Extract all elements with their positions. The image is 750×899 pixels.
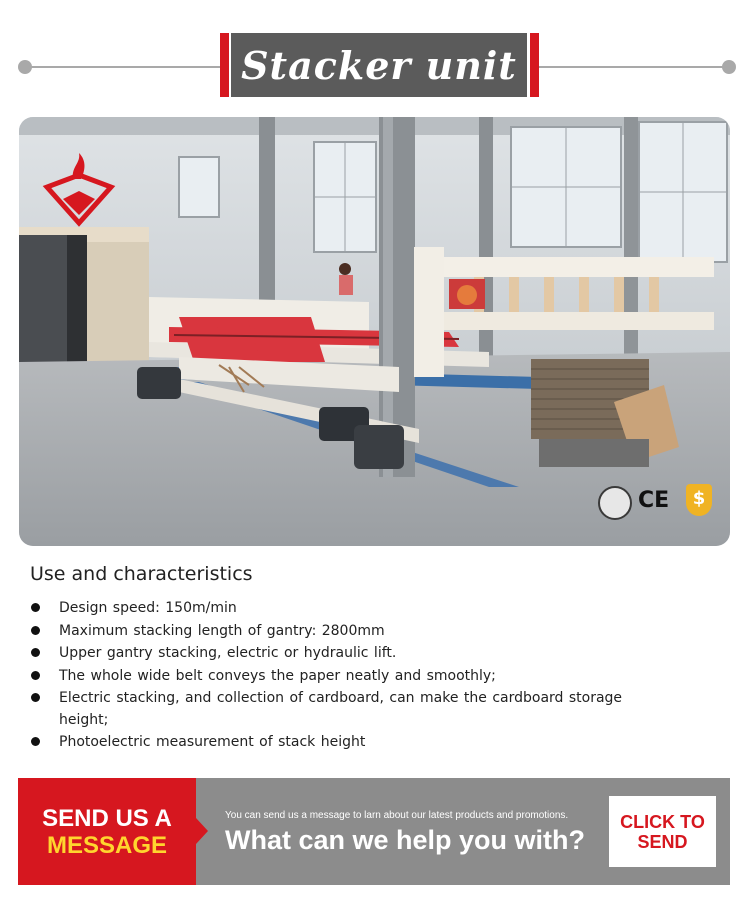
bureau-veritas-seal-icon	[598, 486, 632, 520]
click-to-send-button[interactable]	[609, 796, 716, 867]
shield-dollar-icon: $	[686, 484, 712, 516]
title-divider-left	[25, 66, 220, 68]
page-title: Stacker unit	[241, 42, 517, 88]
bullet-icon	[31, 693, 40, 702]
button-label-line2: SEND	[637, 831, 688, 852]
bullet-icon	[31, 737, 40, 746]
list-item-text: Upper gantry stacking, electric or hydraulic lift.	[59, 645, 397, 661]
title-box	[231, 33, 527, 97]
send-message-panel	[18, 778, 196, 885]
list-item	[30, 732, 640, 754]
characteristics-list	[30, 598, 640, 755]
list-item-text: Photoelectric measurement of stack height	[59, 734, 366, 750]
certification-badges	[596, 484, 716, 524]
bullet-icon	[31, 648, 40, 657]
list-item-text: Maximum stacking length of gantry: 2800mm	[59, 622, 385, 639]
title-dot-right	[722, 60, 736, 74]
button-label-line1: CLICK TO	[620, 811, 705, 832]
list-item-text: Design speed: 150m/min	[59, 600, 237, 616]
contact-subtext: You can send us a message to larn about our latest products and promotions.	[225, 810, 569, 821]
title-divider-right	[539, 66, 729, 68]
list-item	[30, 598, 640, 620]
contact-headline: What can we help you with?	[225, 825, 586, 855]
panel-arrow-icon	[196, 818, 208, 844]
section-heading: Use and characteristics	[30, 563, 253, 585]
ce-mark-icon: CE	[638, 488, 670, 513]
bullet-icon	[31, 671, 40, 680]
bullet-icon	[31, 626, 40, 635]
bullet-icon	[31, 603, 40, 612]
product-photo	[19, 117, 730, 546]
title-banner	[0, 33, 750, 97]
title-accent-left	[220, 33, 229, 97]
list-item	[30, 666, 640, 688]
send-us-a-label: SEND US A	[42, 804, 172, 832]
list-item	[30, 621, 640, 643]
list-item	[30, 688, 640, 731]
title-accent-right	[530, 33, 539, 97]
list-item-text: The whole wide belt conveys the paper neatly and smoothly;	[59, 667, 496, 684]
list-item	[30, 643, 640, 665]
title-dot-left	[18, 60, 32, 74]
list-item-text: Electric stacking, and collection of cardboard, can make the cardboard storage height;	[59, 690, 623, 728]
message-label: MESSAGE	[46, 831, 168, 859]
contact-banner	[18, 778, 730, 885]
